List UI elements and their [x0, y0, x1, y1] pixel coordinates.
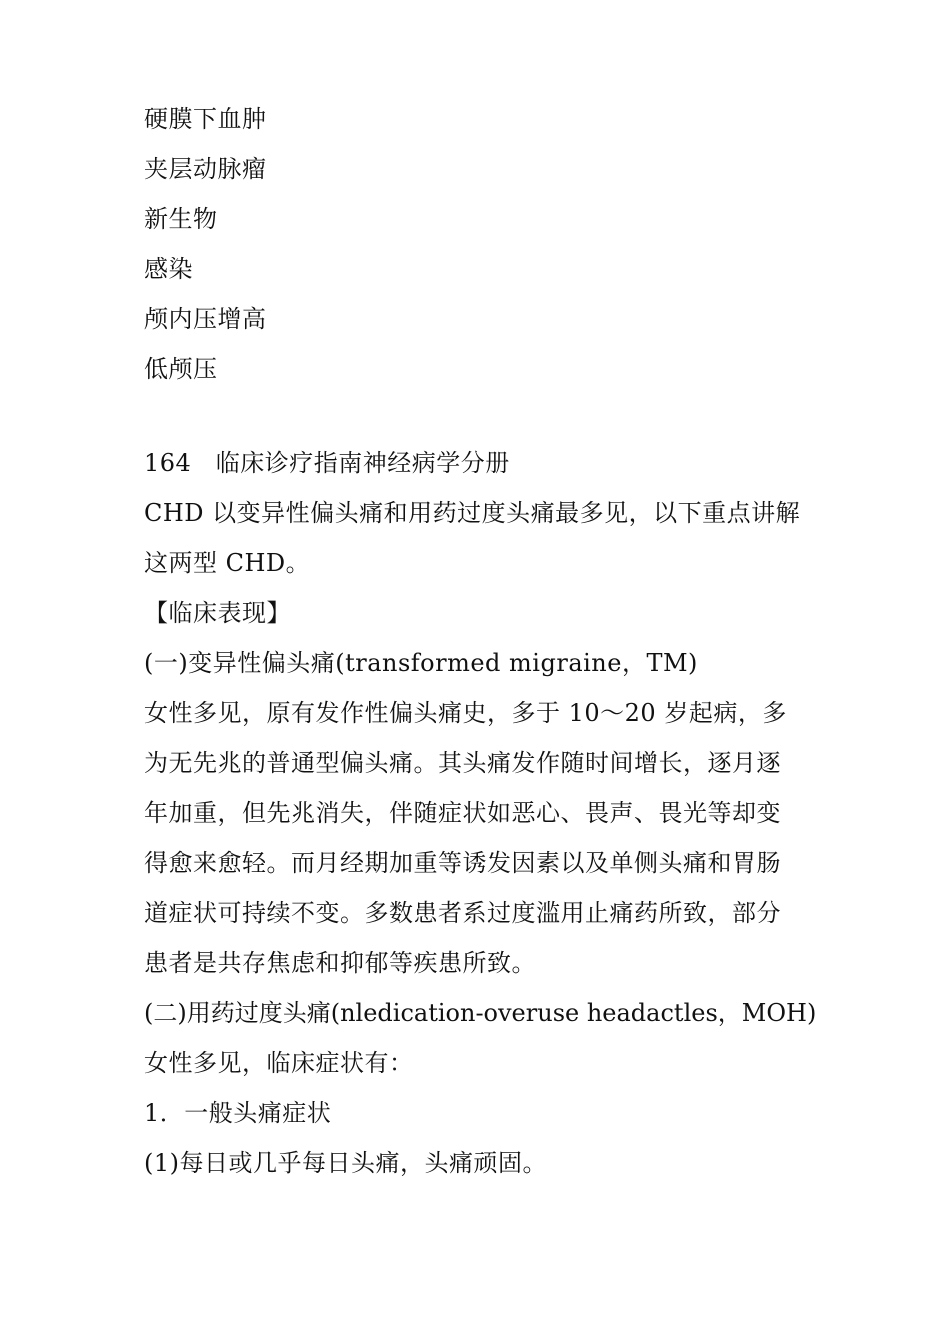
- section-heading: 【临床表现】: [144, 599, 291, 627]
- subsection-heading-moh: (二)用药过度头痛(nledication-overuse headactles，MOH): [144, 999, 817, 1027]
- document-page: [144, 94, 824, 1188]
- paragraph-line: 道症状可持续不变。多数患者系过度滥用止痛药所致，部分: [144, 899, 781, 927]
- list-item: 新生物: [144, 205, 218, 233]
- paragraph-line: 得愈来愈轻。而月经期加重等诱发因素以及单侧头痛和胃肠: [144, 849, 781, 877]
- list-item: (1)每日或几乎每日头痛，头痛顽固。: [144, 1149, 547, 1177]
- paragraph-line: 为无先兆的普通型偏头痛。其头痛发作随时间增长，逐月逐: [144, 749, 781, 777]
- page-header: 164 临床诊疗指南神经病学分册: [144, 449, 510, 477]
- list-item: 硬膜下血肿: [144, 105, 267, 133]
- list-item: 颅内压增高: [144, 305, 267, 333]
- spacer: [144, 394, 824, 438]
- list-item: 低颅压: [144, 355, 218, 383]
- list-item: 1．一般头痛症状: [144, 1099, 332, 1127]
- paragraph-line: 年加重，但先兆消失，伴随症状如恶心、畏声、畏光等却变: [144, 799, 781, 827]
- intro-line: CHD 以变异性偏头痛和用药过度头痛最多见，以下重点讲解: [144, 499, 801, 527]
- paragraph-line: 患者是共存焦虑和抑郁等疾患所致。: [144, 949, 536, 977]
- intro-line: 这两型 CHD。: [144, 549, 311, 577]
- paragraph-line: 女性多见，临床症状有：: [144, 1049, 414, 1077]
- subsection-heading-tm: (一)变异性偏头痛(transformed migraine，TM): [144, 649, 698, 677]
- paragraph-line: 女性多见，原有发作性偏头痛史，多于 10～20 岁起病，多: [144, 699, 787, 727]
- list-item: 夹层动脉瘤: [144, 155, 267, 183]
- list-item: 感染: [144, 255, 193, 283]
